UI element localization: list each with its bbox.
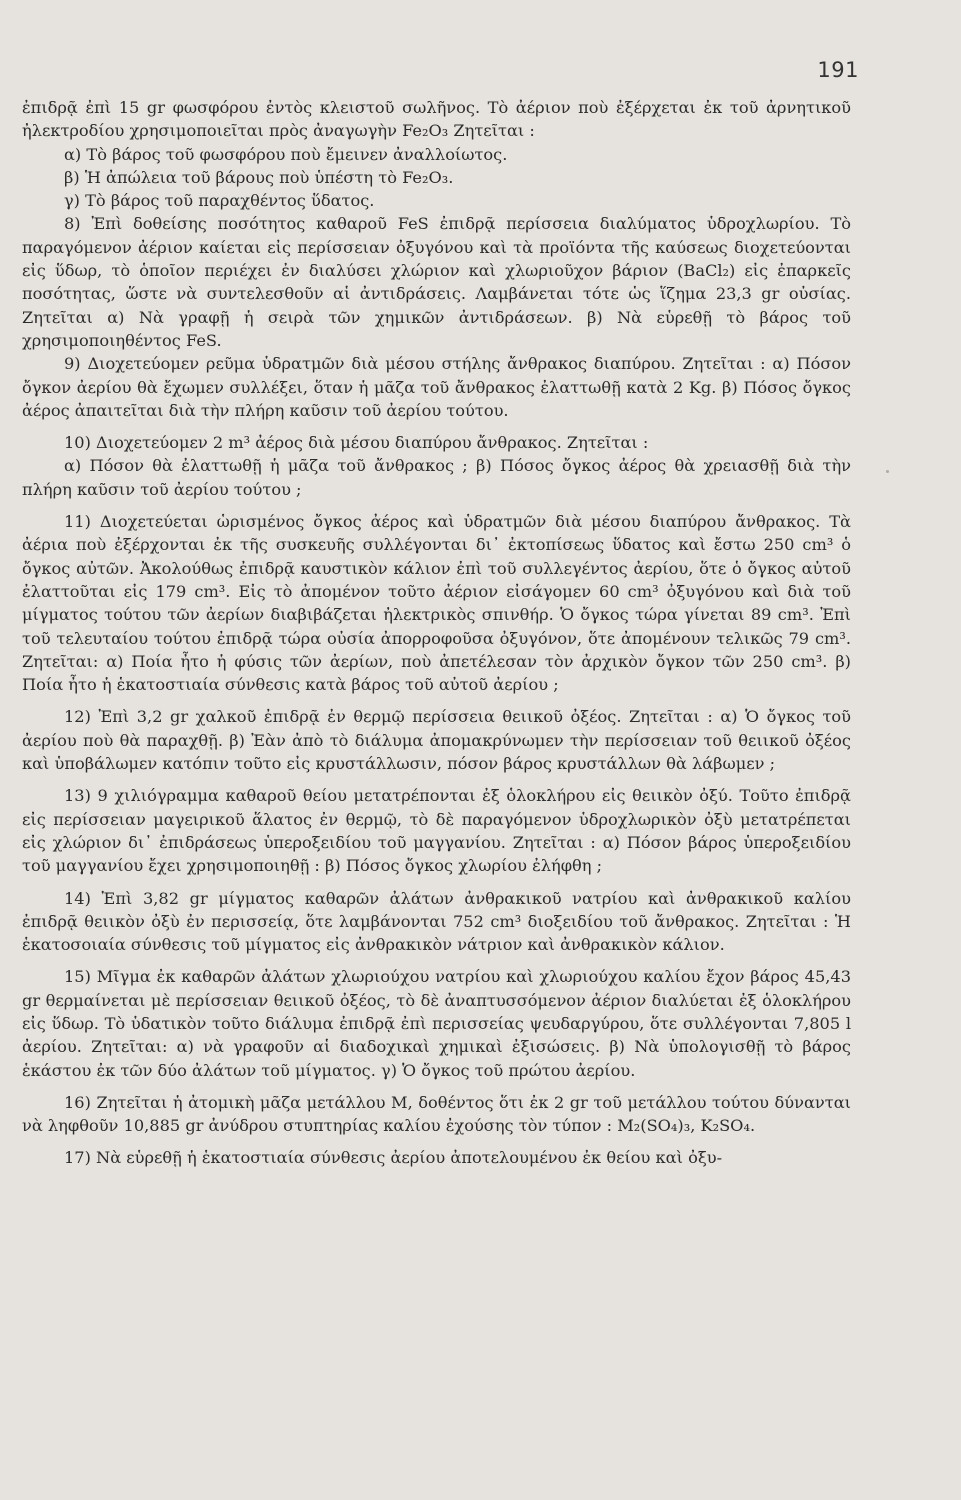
problem-9: 9) Διοχετεύομεν ρεῦμα ὑδρατμῶν διὰ μέσου στήλης ἄνθρακος διαπύρου. Ζητεῖται : α) Πόσον ὄγκον ἀερίου θὰ ἔχωμεν συλλέξει, ὅταν ἡ μᾶζα τοῦ ἄνθρακος ἐλαττωθῇ κατὰ 2 Kg. β) Πόσος ὄγκος ἀέρος ἀπαιτεῖται διὰ τὴν πλήρη καῦσιν τοῦ ἀερίου τούτου.	[22, 354, 851, 420]
item-7b: β) Ἡ ἀπώλεια τοῦ βάρους ποὺ ὑπέστη τὸ Fe₂O₃.	[64, 167, 454, 187]
problem-10-questions: α) Πόσον θὰ ἐλαττωθῇ ἡ μᾶζα τοῦ ἄνθρακος ; β) Πόσος ὄγκος ἀέρος θὰ χρειασθῇ διὰ τὴν πλήρη καῦσιν τοῦ ἀερίου τούτου ;	[22, 456, 851, 499]
problem-10: 10) Διοχετεύομεν 2 m³ ἀέρος διὰ μέσου διαπύρου ἄνθρακος. Ζητεῖται :	[64, 433, 649, 453]
paper-speck	[886, 470, 889, 473]
problem-13: 13) 9 χιλιόγραμμα καθαροῦ θείου μετατρέπονται ἐξ ὁλοκλήρου εἰς θειικὸν ὀξύ. Τοῦτο ἐπιδρᾷ εἰς περίσσειαν μαγειρικοῦ ἅλατος ἐν θερμῷ, τὸ δὲ παραγόμενον ὑδροχλωρικὸν ὀξὺ μετατρέπεται εἰς χλώριον δι᾿ ἐπιδράσεως ὑπεροξειδίου τοῦ μαγγανίου. Ζητεῖται : α) Πόσον βάρος ὑπεροξειδίου τοῦ μαγγανίου ἔχει χρησιμοποιηθῇ : β) Πόσος ὄγκος χλωρίου ἐλήφθη ;	[22, 786, 851, 876]
problem-12: 12) Ἐπὶ 3,2 gr χαλκοῦ ἐπιδρᾷ ἐν θερμῷ περίσσεια θειικοῦ ὀξέος. Ζητεῖται : α) Ὁ ὄγκος τοῦ ἀερίου ποὺ θὰ παραχθῇ. β) Ἐὰν ἀπὸ τὸ διάλυμα ἀπομακρύνωμεν τὴν περίσσειαν τοῦ θειικοῦ ὀξέος καὶ ὑποβάλωμεν κατόπιν τοῦτο εἰς κρυστάλλωσιν, πόσον βάρος κρυστάλλων θὰ λάβωμεν ;	[22, 707, 851, 774]
page-number: 191	[817, 58, 859, 82]
problem-14: 14) Ἐπὶ 3,82 gr μίγματος καθαρῶν ἀλάτων ἀνθρακικοῦ νατρίου καὶ ἀνθρακικοῦ καλίου ἐπιδρᾷ θειικὸν ὀξὺ ἐν περισσείᾳ, ὅτε λαμβάνονται 752 cm³ διοξειδίου τοῦ ἄνθρακος. Ζητεῖται : Ἡ ἑκατοσοιαία σύνθεσις τοῦ μίγματος εἰς ἀνθρακικὸν νάτριον καὶ ἀνθρακικὸν κάλιον.	[22, 888, 851, 955]
problem-15: 15) Μῖγμα ἐκ καθαρῶν ἀλάτων χλωριούχου νατρίου καὶ χλωριούχου καλίου ἔχον βάρος 45,43 gr θερμαίνεται μὲ περίσσειαν θειικοῦ ὀξέος, τὸ δὲ ἀναπτυσσόμενον ἀέριον διαλύεται ἐξ ὁλοκλήρου εἰς ὕδωρ. Τὸ ὑδατικὸν τοῦτο διάλυμα ἐπιδρᾷ ἐπὶ περισσείας ψευδαργύρου, ὅτε συλλέγονται 7,805 l ἀερίου. Ζητεῖται: α) νὰ γραφοῦν αἱ διαδοχικαὶ χημικαὶ ἐξισώσεις. β) Νὰ ὑπολογισθῇ τὸ βάρος ἑκάστου ἐκ τῶν δύο ἀλάτων τοῦ μίγματος. γ) Ὁ ὄγκος τοῦ πρώτου ἀερίου.	[22, 967, 851, 1080]
problem-16: 16) Ζητεῖται ἡ ἀτομικὴ μᾶζα μετάλλου Μ, δοθέντος ὅτι ἐκ 2 gr τοῦ μετάλλου τούτου δύνανται νὰ ληφθοῦν 10,885 gr ἀνύδρου στυπτηρίας καλίου ἐχούσης τὸν τύπον : M₂(SO₄)₃, K₂SO₄.	[22, 1092, 851, 1136]
item-7c: γ) Τὸ βάρος τοῦ παραχθέντος ὕδατος.	[64, 191, 375, 211]
problem-8: 8) Ἐπὶ δοθείσης ποσότητος καθαροῦ FeS ἐπιδρᾷ περίσσεια διαλύματος ὑδροχλωρίου. Τὸ παραγόμενον ἀέριον καίεται εἰς περίσσειαν ὀξυγόνου καὶ τὰ προϊόντα τῆς καύσεως διοχετεύονται εἰς ὕδωρ, τὸ ὁποῖον περιέχει ἐν διαλύσει χλώριον καὶ χλωριοῦχον βάριον (BaCl₂) εἰς ἐπαρκεῖς ποσότητας, ὥστε νὰ συντελεσθοῦν αἱ ἀντιδράσεις. Λαμβάνεται τότε ὡς ἵζημα 23,3 gr οὐσίας. Ζητεῖται α) Νὰ γραφῇ ἡ σειρὰ τῶν χημικῶν ἀντιδράσεων. β) Νὰ εὑρεθῇ τὸ βάρος τοῦ χρησιμοποιηθέντος FeS.	[22, 214, 851, 350]
paragraph-continuation: ἐπιδρᾷ ἐπὶ 15 gr φωσφόρου ἐντὸς κλειστοῦ σωλῆνος. Τὸ ἀέριον ποὺ ἐξέρχεται ἐκ τοῦ ἀρνητικοῦ ἠλεκτροδίου χρησιμοποιεῖται πρὸς ἀναγωγὴν Fe₂O₃ Ζητεῖται :	[22, 98, 851, 141]
problem-17: 17) Νὰ εὑρεθῇ ἡ ἑκατοστιαία σύνθεσις ἀερίου ἀποτελουμένου ἐκ θείου καὶ ὀξυ-	[64, 1148, 723, 1168]
problem-11: 11) Διοχετεύεται ὡρισμένος ὄγκος ἀέρος καὶ ὑδρατμῶν διὰ μέσου διαπύρου ἄνθρακος. Τὰ ἀέρια ποὺ ἐξέρχονται ἐκ τῆς συσκευῆς συλλέγονται δι᾿ ἐκτοπίσεως ὕδατος καὶ ἔστω 250 cm³ ὁ ὄγκος αὐτῶν. Ἀκολούθως ἐπιδρᾷ καυστικὸν κάλιον ἐπὶ τοῦ συλλεγέντος ἀερίου, ὅτε ὁ ὄγκος αὐτοῦ ἐλαττοῦται εἰς 179 cm³. Εἰς τὸ ἀπομένον τοῦτο ἀέριον εἰσάγομεν 60 cm³ ὀξυγόνου καὶ διὰ τοῦ μίγματος τούτου τῶν ἀερίων διαβιβάζεται ἠλεκτρικὸς σπινθήρ. Ὁ ὄγκος τώρα γίνεται 89 cm³. Ἐπὶ τοῦ τελευταίου τούτου ἐπιδρᾷ τώρα οὐσία ἀπορροφοῦσα ὀξυγόνον, ὅτε ἀπομένουν τελικῶς 79 cm³. Ζητεῖται: α) Ποία ἦτο ἡ φύσις τῶν ἀερίων, ποὺ ἀπετέλεσαν τὸν ἀρχικὸν ὄγκον τῶν 250 cm³. β) Ποία ἦτο ἡ ἑκατοστιαία σύνθεσις κατὰ βάρος τοῦ αὐτοῦ ἀερίου ;	[22, 512, 851, 695]
item-7a: α) Τὸ βάρος τοῦ φωσφόρου ποὺ ἔμεινεν ἀναλλοίωτος.	[64, 144, 508, 164]
body-text	[22, 96, 851, 1170]
